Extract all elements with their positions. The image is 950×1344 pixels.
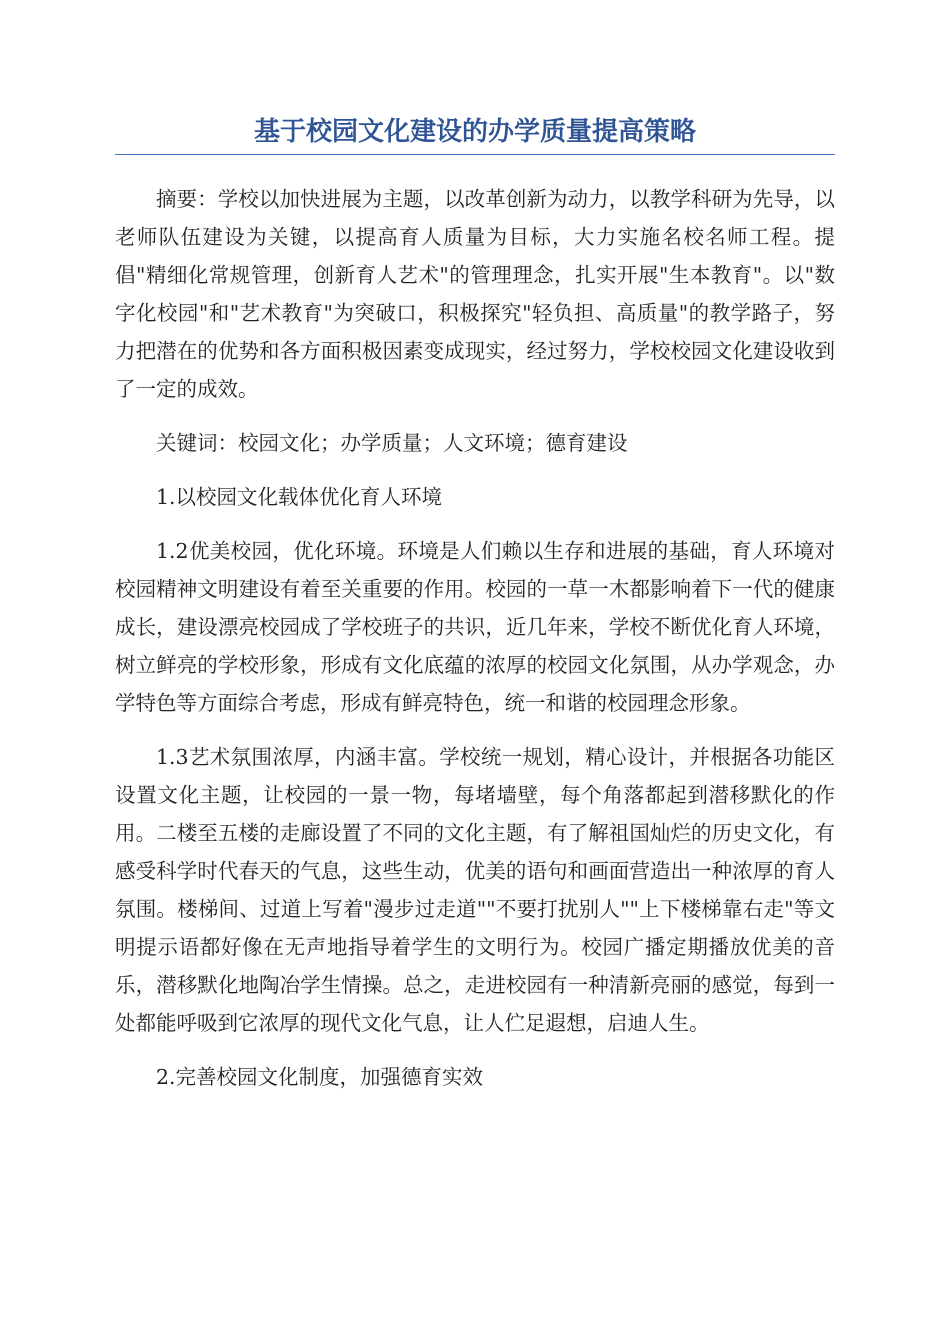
- section-heading-2: 2.完善校园文化制度，加强德育实效: [156, 1065, 484, 1089]
- keywords-paragraph: 关键词：校园文化；办学质量；人文环境；德育建设: [156, 431, 628, 455]
- document-title: 基于校园文化建设的办学质量提高策略: [253, 117, 696, 147]
- abstract-paragraph: 摘要：学校以加快进展为主题，以改革创新为动力，以教学科研为先导，以老师队伍建设为关键，以提高育人质量为目标，大力实施名校名师工程。提倡"精细化常规管理，创新育人艺术"的管理理念，扎实开展"生本教育"。以"数字化校园"和"艺术教育"为突破口，积极探究"轻负担、高质量"的教学路子，努力把潜在的优势和各方面积极因素变成现实，经过努力，学校校园文化建设收到了一定的成效。: [115, 187, 835, 401]
- paragraph-1-2: 1.2优美校园，优化环境。环境是人们赖以生存和进展的基础，育人环境对校园精神文明建设有着至关重要的作用。校园的一草一木都影响着下一代的健康成长，建设漂亮校园成了学校班子的共识，近几年来，学校不断优化育人环境，树立鲜亮的学校形象，形成有文化底蕴的浓厚的校园文化氛围，从办学观念，办学特色等方面综合考虑，形成有鲜亮特色，统一和谐的校园理念形象。: [115, 539, 835, 715]
- title-underline: [115, 154, 835, 155]
- section-heading-1: 1.以校园文化载体优化育人环境: [156, 485, 443, 509]
- document-body: [115, 180, 835, 1112]
- paragraph-1-3: 1.3艺术氛围浓厚，内涵丰富。学校统一规划，精心设计，并根据各功能区设置文化主题，让校园的一景一物，每堵墙壁，每个角落都起到潜移默化的作用。二楼至五楼的走廊设置了不同的文化主题，有了解祖国灿烂的历史文化，有感受科学时代春天的气息，这些生动，优美的语句和画面营造出一种浓厚的育人氛围。楼梯间、过道上写着"漫步过走道""不要打扰别人""上下楼梯靠右走"等文明提示语都好像在无声地指导着学生的文明行为。校园广播定期播放优美的音乐，潜移默化地陶冶学生情操。总之，走进校园有一种清新亮丽的感觉，每到一处都能呼吸到它浓厚的现代文化气息，让人伫足遐想，启迪人生。: [115, 745, 835, 1035]
